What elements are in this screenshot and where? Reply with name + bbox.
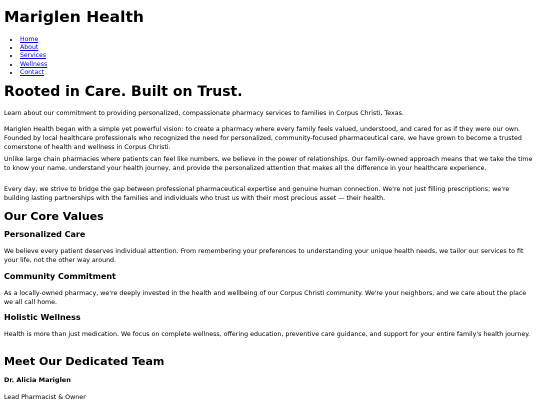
about-paragraph-1: Mariglen Health began with a simple yet powerful vision: to create a pharmacy where every family feels valued, understood, and cared for as if they were our own. Founded by local healthcare professionals who recognized the need for personalized, community-focused pharmaceutical care, we have grown to become a trusted cornerstone of health and wellness in Corpus Christi. [4, 126, 522, 151]
nav-item-about [20, 44, 47, 52]
nav-item-wellness [20, 61, 47, 69]
nav-item-home [20, 36, 47, 44]
value-title-holistic-wellness: Holistic Wellness [4, 313, 81, 322]
nav-item-services [20, 52, 47, 60]
nav-link-home[interactable]: Home [20, 36, 39, 43]
value-title-community-commitment: Community Commitment [4, 272, 116, 281]
hero-title: Rooted in Care. Built on Trust. [4, 84, 243, 100]
about-paragraph-2: Unlike large chain pharmacies where patients can feel like numbers, we believe in the power of relationships. Our family-owned approach means that we take the time to know your name, understand your health journey, and provide the personalized attention that makes all the difference in your healthcare experience. [4, 156, 533, 172]
team-member-role: Lead Pharmacist & Owner [4, 394, 86, 401]
nav-link-contact[interactable]: Contact [20, 68, 45, 76]
team-heading: Meet Our Dedicated Team [4, 355, 165, 368]
nav-link-about[interactable]: About [20, 44, 39, 52]
site-title: Mariglen Health [4, 8, 144, 26]
main-nav [20, 36, 47, 77]
about-paragraph-3: Every day, we strive to bridge the gap between professional pharmaceutical expertise and genuine human connection. We're not just filling prescriptions; we're building lasting partnerships with the families and individuals who trust us with their most precious asset — their health. [4, 186, 510, 202]
value-text-personalized-care: We believe every patient deserves individual attention. From remembering your preferences to understanding your unique health needs, we tailor our services to fit your life, not the other way around. [4, 248, 524, 264]
values-heading: Our Core Values [4, 210, 104, 223]
value-text-community-commitment: As a locally-owned pharmacy, we're deeply invested in the health and wellbeing of our Corpus Christi community. We're your neighbors, and we care about the place we all call home. [4, 290, 527, 306]
nav-link-services[interactable]: Services [20, 52, 47, 60]
nav-link-wellness[interactable]: Wellness [20, 60, 48, 68]
team-member-name: Dr. Alicia Mariglen [4, 376, 71, 384]
value-text-holistic-wellness: Health is more than just medication. We focus on complete wellness, offering education, preventive care guidance, and support for your entire family's health journey. [4, 331, 531, 338]
nav-item-contact [20, 69, 47, 77]
value-title-personalized-care: Personalized Care [4, 230, 86, 239]
hero-intro: Learn about our commitment to providing personalized, compassionate pharmacy services to families in Corpus Christi, Texas. [4, 110, 404, 117]
